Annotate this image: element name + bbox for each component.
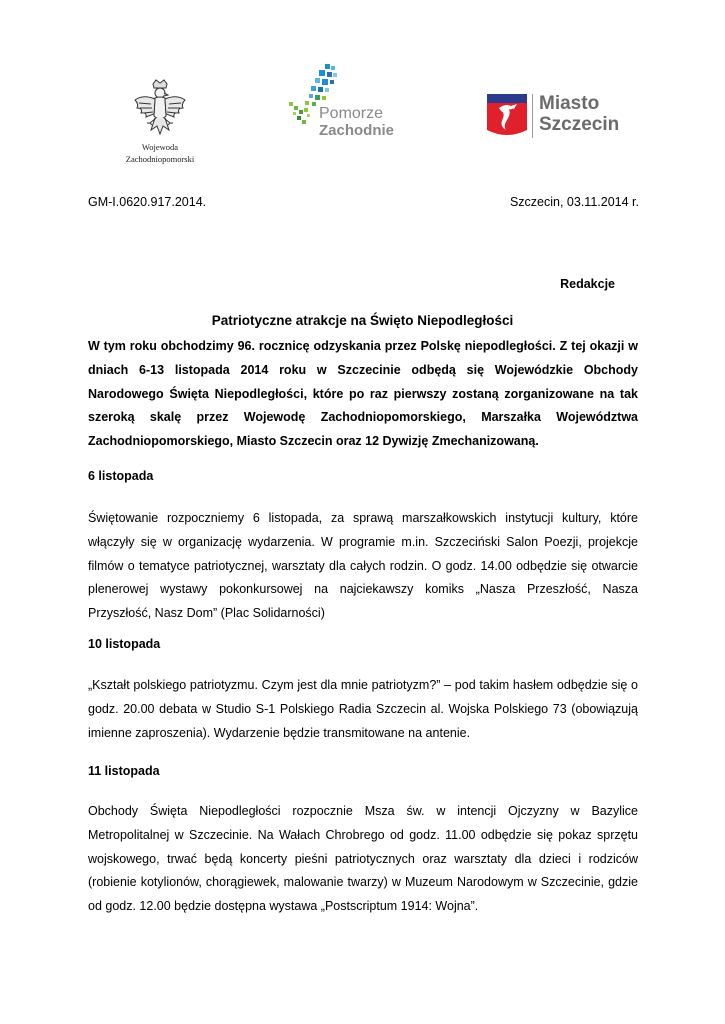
wojewoda-caption-line2: Zachodniopomorski	[125, 154, 195, 164]
document-title: Patriotyczne atrakcje na Święto Niepodległości	[211, 313, 514, 328]
section-heading-6-listopada: 6 listopada	[88, 469, 154, 483]
szczecin-wordmark-line2: Szczecin	[539, 114, 620, 135]
section-heading-10-listopada: 10 listopada	[88, 637, 161, 651]
section-heading-11-listopada: 11 listopada	[88, 764, 160, 778]
logo-divider	[532, 94, 533, 138]
recipient: Redakcje	[560, 277, 615, 291]
szczecin-wordmark-line1: Miasto	[539, 93, 600, 114]
section-paragraph-6-listopada: Świętowanie rozpoczniemy 6 listopada, za sprawą marszałkowskich instytucji kultury, które włączyły się w organizację wydarzenia. W programie m.in. Szczeciński Salon Poezji, projekcje filmów o tematyce patriotycznej, warsztaty dla całych rodzin. O godz. 14.00 odbędzie się otwarcie plenerowej wystawy pokonkursowej na najciekawszy komiks „Nasza Przeszłość, Nasza Przyszłość, Nasz Dom” (Plac Solidarności)	[88, 511, 638, 621]
white-eagle-emblem-icon	[131, 78, 189, 140]
szczecin-griffin-crest-icon	[487, 94, 527, 138]
pomorze-zachodnie-logo	[285, 62, 405, 142]
wojewoda-logo	[120, 78, 200, 164]
date-line: Szczecin, 03.11.2014 r.	[509, 195, 639, 209]
pomorze-wordmark-line1: Pomorze	[319, 105, 384, 122]
section-paragraph-10-listopada: „Kształt polskiego patriotyzmu. Czym jest dla mnie patriotyzm?” – pod takim hasłem odbędzie się o godz. 20.00 debata w Studio S-1 Polskiego Radia Szczecin al. Wojska Polskiego 73 (obowiązują imienne zaproszenia). Wydarzenie będzie transmitowane na antenie.	[88, 678, 638, 740]
miasto-szczecin-logo	[487, 94, 627, 140]
wojewoda-caption-line1: Wojewoda	[141, 142, 179, 152]
section-paragraph-11-listopada: Obchody Święta Niepodległości rozpocznie Msza św. w intencji Ojczyzny w Bazylice Metropolitalnej w Szczecinie. Na Wałach Chrobrego od godz. 11.00 odbędzie się pokaz sprzętu wojskowego, trwać będą koncerty pieśni patriotycznych oraz warsztaty dla dzieci i rodziców (robienie kotylionów, chorągiewek, malowanie twarzy) w Muzeum Narodowym w Szczecinie, gdzie od godz. 12.00 będzie dostępna wystawa „Postscriptum 1914: Wojna”.	[88, 804, 638, 914]
pomorze-wordmark-line2: Zachodnie	[319, 122, 395, 139]
intro-paragraph: W tym roku obchodzimy 96. rocznicę odzyskania przez Polskę niepodległości. Z tej okazji w dniach 6-13 listopada 2014 roku w Szczecinie odbędą się Wojewódzkie Obchody Narodowego Święta Niepodległości, które po raz pierwszy zostaną zorganizowane na tak szeroką skalę przez Wojewodę Zachodniopomorskiego, Marszałka Województwa Zachodniopomorskiego, Miasto Szczecin oraz 12 Dywizję Zmechanizowaną.	[88, 339, 638, 449]
reference-number: GM-I.0620.917.2014.	[88, 195, 207, 209]
